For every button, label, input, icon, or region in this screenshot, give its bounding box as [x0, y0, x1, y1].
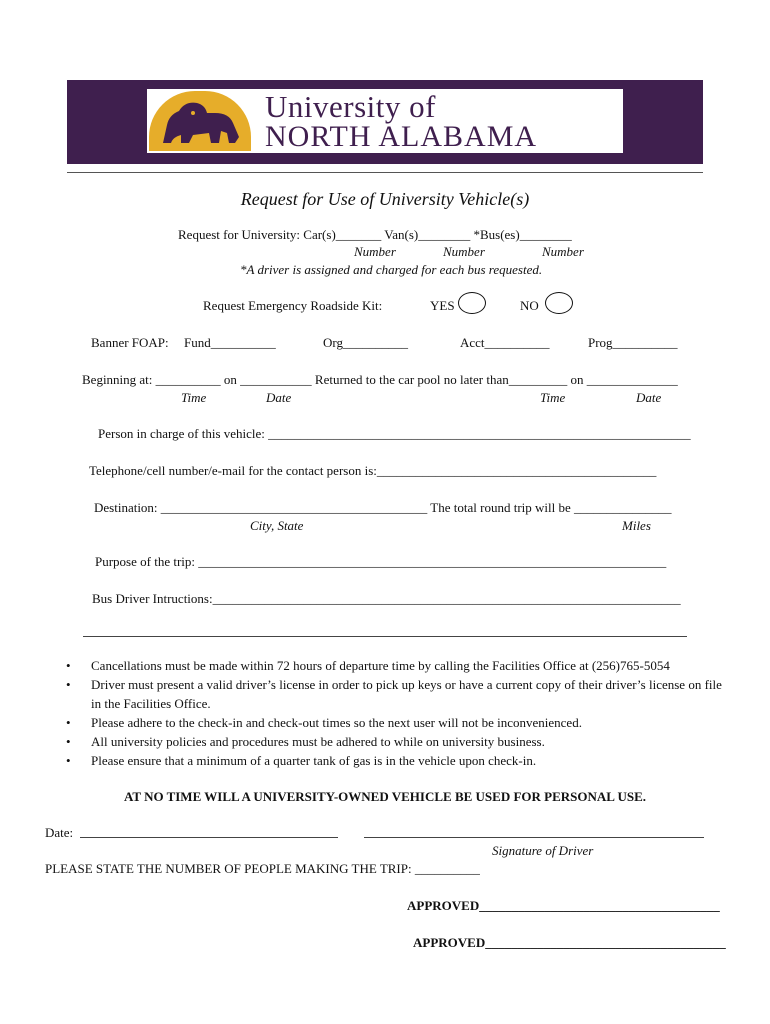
logo-text-line2: NORTH ALABAMA — [265, 120, 538, 153]
return-date-label: Date — [636, 390, 662, 405]
section-divider — [83, 636, 687, 637]
bus-driver-instructions-field[interactable]: Bus Driver Intructions:________________________________________________________________________ — [92, 591, 681, 606]
header-divider — [67, 172, 703, 173]
car-number-label: Number — [354, 244, 396, 259]
header-banner — [67, 80, 703, 164]
list-item: • Cancellations must be made within 72 hours of departure time by calling the Facilities Office at (256)765-5054 — [64, 656, 724, 675]
roadside-kit-label: Request Emergency Roadside Kit: — [203, 298, 383, 313]
list-item: • Please adhere to the check-in and check-out times so the next user will not be inconvenienced. — [64, 713, 724, 732]
approval-line-2[interactable]: APPROVED_____________________________________ — [413, 935, 726, 950]
foap-org-field[interactable]: Org__________ — [323, 335, 408, 350]
form-title: Request for Use of University Vehicle(s) — [240, 189, 530, 209]
bus-number-label: Number — [542, 244, 584, 259]
lion-badge-icon — [149, 91, 251, 151]
list-item: • All university policies and procedures must be adhered to while on university business. — [64, 732, 724, 751]
roadside-no-label: NO — [520, 298, 539, 313]
university-logo — [147, 89, 623, 153]
list-item: • Please ensure that a minimum of a quarter tank of gas is in the vehicle upon check-in. — [64, 751, 724, 770]
van-number-label: Number — [443, 244, 485, 259]
city-state-label: City, State — [250, 518, 304, 533]
begin-date-label: Date — [266, 390, 292, 405]
foap-prog-field[interactable]: Prog__________ — [588, 335, 678, 350]
foap-acct-field[interactable]: Acct__________ — [460, 335, 550, 350]
signature-label: Signature of Driver — [492, 843, 594, 858]
foap-fund-field[interactable]: Fund__________ — [184, 335, 276, 350]
roadside-no-checkbox[interactable] — [545, 292, 573, 314]
contact-field[interactable]: Telephone/cell number/e-mail for the contact person is:___________________________________________ — [89, 463, 657, 478]
roadside-yes-checkbox[interactable] — [458, 292, 486, 314]
miles-label: Miles — [622, 518, 651, 533]
approval-line-1[interactable]: APPROVED_____________________________________ — [407, 898, 720, 913]
vehicle-request-line[interactable]: Request for University: Car(s)_______ Van(s)________ *Bus(es)________ — [178, 227, 572, 242]
schedule-line[interactable]: Beginning at: __________ on ___________ Returned to the car pool no later than_________ on ______________ — [82, 372, 678, 387]
destination-line[interactable]: Destination: _________________________________________ The total round trip will be _______________ — [94, 500, 672, 515]
personal-use-warning: AT NO TIME WILL A UNIVERSITY-OWNED VEHICLE BE USED FOR PERSONAL USE. — [123, 789, 647, 804]
return-time-label: Time — [540, 390, 566, 405]
date-input-line[interactable] — [80, 837, 338, 838]
signature-input-line[interactable] — [364, 837, 704, 838]
begin-time-label: Time — [181, 390, 207, 405]
purpose-field[interactable]: Purpose of the trip: ________________________________________________________________________ — [95, 554, 667, 569]
policy-list — [64, 656, 724, 770]
logo-text-line1: University of — [265, 89, 436, 124]
foap-label: Banner FOAP: — [91, 335, 169, 350]
roadside-yes-label: YES — [430, 298, 455, 313]
people-count-field[interactable]: PLEASE STATE THE NUMBER OF PEOPLE MAKING THE TRIP: __________ — [45, 861, 480, 876]
list-item: • Driver must present a valid driver’s license in order to pick up keys or have a current copy of their driver’s license on file in the Facilities Office. — [64, 675, 724, 713]
date-label: Date: — [45, 825, 74, 840]
person-in-charge-field[interactable]: Person in charge of this vehicle: _________________________________________________________________ — [98, 426, 691, 441]
bus-driver-note: *A driver is assigned and charged for each bus requested. — [240, 262, 543, 277]
